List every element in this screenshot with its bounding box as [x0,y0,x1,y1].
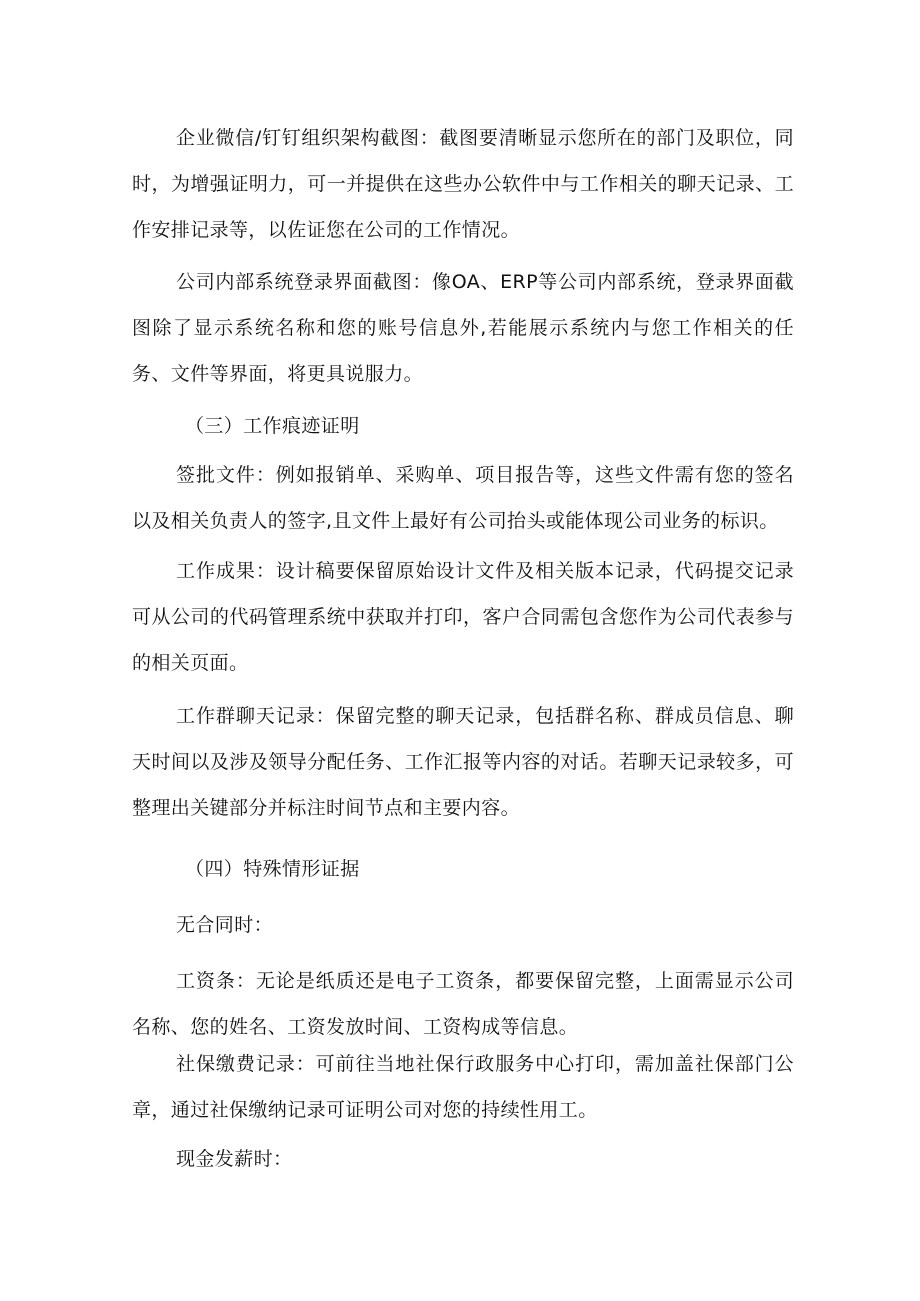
paragraph-internal-system-screenshot: 公司内部系统登录界面截图：像OA、ERP等公司内部系统，登录界面截图除了显示系统名称和您的账号信息外,若能展示系统内与您工作相关的任务、文件等界面，将更具说服力。 [132,271,794,385]
paragraph-social-insurance: 社保缴费记录：可前往当地社保行政服务中心打印，需加盖社保部门公章，通过社保缴纳记录可证明公司对您的持续性用工。 [132,1053,794,1121]
section-heading-work-traces: （三）工作痕迹证明 [185,415,360,437]
paragraph-wecom-dingtalk-screenshot: 企业微信/钉钉组织架构截图：截图要清晰显示您所在的部门及职位，同时，为增强证明力，可一并提供在这些办公软件中与工作相关的聊天记录、工作安排记录等，以佐证您在公司的工作情况。 [132,127,794,241]
paragraph-work-results: 工作成果：设计稿要保留原始设计文件及相关版本记录，代码提交记录可从公司的代码管理系统中获取并打印，客户合同需包含您作为公司代表参与的相关页面。 [132,560,794,674]
section-heading-special-cases: （四）特殊情形证据 [185,858,360,880]
paragraph-signed-documents: 签批文件：例如报销单、采购单、项目报告等，这些文件需有您的签名以及相关负责人的签字,且文件上最好有公司抬头或能体现公司业务的标识。 [132,464,794,532]
paragraph-payslip: 工资条：无论是纸质还是电子工资条，都要保留完整，上面需显示公司名称、您的姓名、工资发放时间、工资构成等信息。 [132,970,794,1038]
paragraph-no-contract: 无合同时： [176,914,274,936]
paragraph-cash-salary: 现金发薪时： [176,1148,293,1170]
paragraph-group-chat-records: 工作群聊天记录：保留完整的聊天记录，包括群名称、群成员信息、聊天时间以及涉及领导分配任务、工作汇报等内容的对话。若聊天记录较多，可整理出关键部分并标注时间节点和主要内容。 [132,705,794,819]
